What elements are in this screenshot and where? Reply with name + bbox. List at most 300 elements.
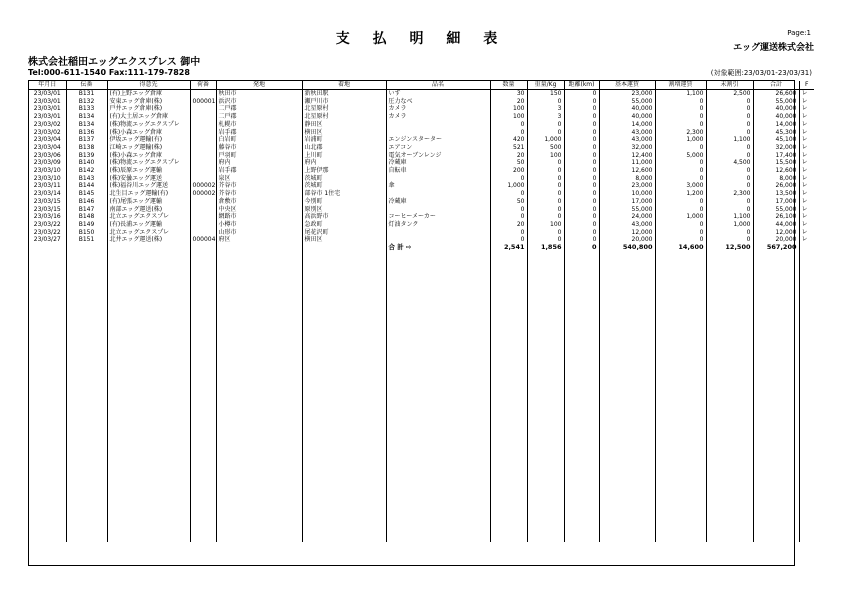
cell-cargo-no xyxy=(190,213,216,221)
total-cell-destination xyxy=(302,244,386,252)
cell-destination: 上川町 xyxy=(302,152,386,160)
table-row xyxy=(29,90,814,98)
cell-customer: 北立エッグエクスプレ xyxy=(107,213,190,221)
cell-flag: レ xyxy=(799,159,814,167)
total-cell-flag xyxy=(799,244,814,252)
cell-flag: レ xyxy=(799,90,814,98)
table-row xyxy=(29,221,814,229)
cell-customer: (株)小森エッグ倉庫 xyxy=(107,129,190,137)
col-header-origin: 発地 xyxy=(216,81,302,90)
cell-total: 17,400 xyxy=(753,152,799,160)
cell-surcharge: 0 xyxy=(655,229,706,237)
blank-cell xyxy=(107,252,190,542)
cell-origin: 岩手郡 xyxy=(216,129,302,137)
cell-origin: 白岩町 xyxy=(216,136,302,144)
cell-origin: 芥谷市 xyxy=(216,190,302,198)
cell-destination: 北星原村 xyxy=(302,113,386,121)
cell-slip: B144 xyxy=(66,182,107,190)
total-cell-surcharge: 14,600 xyxy=(655,244,706,252)
cell-flag: レ xyxy=(799,213,814,221)
cell-item: エアコン xyxy=(386,144,490,152)
cell-weight: 0 xyxy=(527,121,564,129)
cell-weight: 500 xyxy=(527,144,564,152)
cell-cargo-no xyxy=(190,198,216,206)
cell-distance: 0 xyxy=(564,121,599,129)
cell-item xyxy=(386,229,490,237)
cell-slip: B139 xyxy=(66,152,107,160)
col-header-surcharge: 割増運賃 xyxy=(655,81,706,90)
cell-total: 13,500 xyxy=(753,190,799,198)
cell-destination: 尾花沢町 xyxy=(302,229,386,237)
cell-cargo-no xyxy=(190,136,216,144)
cell-slip: B136 xyxy=(66,129,107,137)
cell-date: 23/03/15 xyxy=(33,197,61,205)
cell-customer: 南部エッグ運送(株) xyxy=(107,206,190,214)
cell-basic-fare: 23,000 xyxy=(599,90,655,98)
cell-slip: B146 xyxy=(66,198,107,206)
col-header-weight: 重量/Kg xyxy=(527,81,564,90)
cell-total: 12,000 xyxy=(753,229,799,237)
cell-slip: B138 xyxy=(66,144,107,152)
blank-cell xyxy=(216,252,302,542)
cell-date: 23/03/22 xyxy=(33,228,61,236)
table-row xyxy=(29,167,814,175)
cell-surcharge: 0 xyxy=(655,159,706,167)
cell-customer: 北立エッグエクスプレ xyxy=(107,229,190,237)
total-cell-date xyxy=(29,244,66,252)
cell-total: 26,100 xyxy=(753,213,799,221)
cell-flag: レ xyxy=(799,167,814,175)
cell-cargo-no xyxy=(190,175,216,183)
cell-origin: 府区 xyxy=(216,236,302,244)
cell-surcharge: 1,000 xyxy=(655,136,706,144)
cell-surcharge: 0 xyxy=(655,175,706,183)
cell-discount: 0 xyxy=(706,182,753,190)
cell-basic-fare: 43,000 xyxy=(599,221,655,229)
cell-surcharge: 0 xyxy=(655,198,706,206)
blank-cell xyxy=(490,252,527,542)
cell-cargo-no xyxy=(190,121,216,129)
cell-quantity: 0 xyxy=(490,129,527,137)
table-row xyxy=(29,182,814,190)
cell-item: 自転車 xyxy=(386,167,490,175)
cell-total: 55,000 xyxy=(753,98,799,106)
cell-customer: (株)安曇エッグ運送 xyxy=(107,175,190,183)
cell-item xyxy=(386,175,490,183)
cell-discount: 0 xyxy=(706,105,753,113)
cell-origin: 山形市 xyxy=(216,229,302,237)
cell-origin: 泉区 xyxy=(216,175,302,183)
cell-slip: B151 xyxy=(66,236,107,244)
blank-cell xyxy=(66,252,107,542)
cell-basic-fare: 55,000 xyxy=(599,98,655,106)
cell-date: 23/03/10 xyxy=(33,167,61,175)
cell-discount: 0 xyxy=(706,113,753,121)
cell-origin: 札幌市 xyxy=(216,121,302,129)
cell-discount: 4,500 xyxy=(706,159,753,167)
total-cell-slip xyxy=(66,244,107,252)
cell-total: 45,300 xyxy=(753,129,799,137)
cell-distance: 0 xyxy=(564,105,599,113)
cell-total: 8,000 xyxy=(753,175,799,183)
cell-flag: レ xyxy=(799,136,814,144)
issuer-company: 株式会社稲田エッグエクスプレス 御中 xyxy=(28,57,201,68)
cell-distance: 0 xyxy=(564,98,599,106)
table-row xyxy=(29,159,814,167)
cell-customer: (株)物流エッグエクスプレ xyxy=(107,121,190,129)
cell-basic-fare: 40,000 xyxy=(599,105,655,113)
cell-distance: 0 xyxy=(564,113,599,121)
table-row xyxy=(29,144,814,152)
blank-cell xyxy=(799,252,814,542)
total-cell-quantity: 2,541 xyxy=(490,244,527,252)
cell-item: カメラ xyxy=(386,105,490,113)
cell-weight: 150 xyxy=(527,90,564,98)
cell-item xyxy=(386,121,490,129)
cell-origin: 二戸郡 xyxy=(216,113,302,121)
cell-slip: B149 xyxy=(66,221,107,229)
cell-customer: 戸井エッグ倉庫(株) xyxy=(107,105,190,113)
cell-slip: B140 xyxy=(66,159,107,167)
cell-flag: レ xyxy=(799,152,814,160)
target-period: (対象範囲:23/03/01-23/03/31) xyxy=(710,69,812,77)
cell-distance: 0 xyxy=(564,213,599,221)
cell-quantity: 0 xyxy=(490,236,527,244)
cell-customer: 安東エッグ倉庫(株) xyxy=(107,98,190,106)
cell-total: 40,000 xyxy=(753,105,799,113)
cell-destination: 横田区 xyxy=(302,236,386,244)
cell-total: 26,000 xyxy=(753,182,799,190)
total-cell-discount: 12,500 xyxy=(706,244,753,252)
cell-quantity: 0 xyxy=(490,206,527,214)
total-cell-cargo-no xyxy=(190,244,216,252)
cell-total: 44,000 xyxy=(753,221,799,229)
cell-date: 23/03/14 xyxy=(33,190,61,198)
cell-quantity: 20 xyxy=(490,152,527,160)
cell-surcharge: 0 xyxy=(655,98,706,106)
cell-total: 40,000 xyxy=(753,113,799,121)
cell-distance: 0 xyxy=(564,182,599,190)
cell-cargo-no: 000001 xyxy=(190,98,216,106)
cell-customer: (有)上野エッグ倉庫 xyxy=(107,90,190,98)
cell-basic-fare: 11,000 xyxy=(599,159,655,167)
cell-destination: 岩浦町 xyxy=(302,136,386,144)
col-header-flag: F xyxy=(799,81,814,90)
blank-cell xyxy=(302,252,386,542)
col-header-distance: 距離(km) xyxy=(564,81,599,90)
cell-origin: 戸羽町 xyxy=(216,152,302,160)
cell-customer: (有)長浦エッグ運輸 xyxy=(107,221,190,229)
cell-basic-fare: 20,000 xyxy=(599,236,655,244)
cell-basic-fare: 32,000 xyxy=(599,144,655,152)
cell-distance: 0 xyxy=(564,167,599,175)
cell-basic-fare: 43,000 xyxy=(599,136,655,144)
cell-distance: 0 xyxy=(564,152,599,160)
cell-origin: 倉敷市 xyxy=(216,198,302,206)
cell-origin: 小樽市 xyxy=(216,221,302,229)
cell-discount: 1,100 xyxy=(706,213,753,221)
cell-date: 23/03/22 xyxy=(33,220,61,228)
cell-slip: B137 xyxy=(66,136,107,144)
table-body xyxy=(29,90,814,542)
cell-flag: レ xyxy=(799,175,814,183)
cell-flag: レ xyxy=(799,105,814,113)
cell-origin: 網路市 xyxy=(216,213,302,221)
cell-flag: レ xyxy=(799,121,814,129)
table-row xyxy=(29,136,814,144)
cell-surcharge: 0 xyxy=(655,221,706,229)
cell-item: コーヒーメーカー xyxy=(386,213,490,221)
table-row xyxy=(29,190,814,198)
col-header-slip: 伝番 xyxy=(66,81,107,90)
cell-flag: レ xyxy=(799,129,814,137)
blank-cell xyxy=(753,252,799,542)
cell-slip: B134 xyxy=(66,121,107,129)
cell-quantity: 20 xyxy=(490,221,527,229)
cell-origin: 浜沢市 xyxy=(216,98,302,106)
cell-cargo-no xyxy=(190,229,216,237)
table-row xyxy=(29,105,814,113)
cell-surcharge: 5,000 xyxy=(655,152,706,160)
cell-destination: 茨城町 xyxy=(302,182,386,190)
cell-surcharge: 0 xyxy=(655,167,706,175)
document-title: 支 払 明 細 表 xyxy=(335,31,507,47)
cell-destination: 北星原村 xyxy=(302,105,386,113)
cell-destination: 山北郡 xyxy=(302,144,386,152)
blank-cell xyxy=(655,252,706,542)
cell-weight: 0 xyxy=(527,129,564,137)
cell-flag: レ xyxy=(799,229,814,237)
cell-total: 55,000 xyxy=(753,206,799,214)
cell-quantity: 0 xyxy=(490,229,527,237)
cell-quantity: 100 xyxy=(490,105,527,113)
cell-destination: 新秋田駅 xyxy=(302,90,386,98)
cell-date: 23/03/11 xyxy=(33,182,61,190)
cell-date: 23/03/04 xyxy=(33,136,61,144)
cell-date: 23/03/04 xyxy=(33,143,61,151)
cell-distance: 0 xyxy=(564,144,599,152)
cell-slip: B142 xyxy=(66,167,107,175)
cell-date: 23/03/16 xyxy=(33,213,61,221)
cell-discount: 0 xyxy=(706,121,753,129)
statement-table xyxy=(29,81,814,542)
cell-cargo-no xyxy=(190,159,216,167)
cell-basic-fare: 8,000 xyxy=(599,175,655,183)
cell-total: 20,000 xyxy=(753,236,799,244)
cell-total: 32,000 xyxy=(753,144,799,152)
cell-customer: (株)物流エッグエクスプレ xyxy=(107,159,190,167)
cell-origin: 藤谷市 xyxy=(216,144,302,152)
cell-weight: 0 xyxy=(527,198,564,206)
cell-weight: 0 xyxy=(527,190,564,198)
cell-destination: 高浜野市 xyxy=(302,213,386,221)
cell-item: エンジンスターター xyxy=(386,136,490,144)
cell-origin: 秋田市 xyxy=(216,90,302,98)
cell-discount: 0 xyxy=(706,98,753,106)
cell-discount: 1,100 xyxy=(706,136,753,144)
cell-item xyxy=(386,190,490,198)
cell-weight: 0 xyxy=(527,229,564,237)
statement-table-frame xyxy=(28,80,809,566)
col-header-total: 合計 xyxy=(753,81,799,90)
cell-distance: 0 xyxy=(564,206,599,214)
cell-cargo-no xyxy=(190,129,216,137)
cell-destination: 静田区 xyxy=(302,121,386,129)
cell-customer: 北井エッグ運送(株) xyxy=(107,236,190,244)
cell-slip: B133 xyxy=(66,105,107,113)
total-row xyxy=(29,244,814,252)
col-header-date: 年月日 xyxy=(29,81,66,90)
cell-origin: 二戸郡 xyxy=(216,105,302,113)
cell-date: 23/03/15 xyxy=(33,205,61,213)
cell-destination: 今別町 xyxy=(302,198,386,206)
cell-cargo-no: 000002 xyxy=(190,190,216,198)
cell-destination: 部谷市 1住宅 xyxy=(302,190,386,198)
cell-weight: 1,000 xyxy=(527,136,564,144)
cell-distance: 0 xyxy=(564,198,599,206)
cell-destination: 府内 xyxy=(302,159,386,167)
col-header-destination: 着地 xyxy=(302,81,386,90)
cell-total: 26,600 xyxy=(753,90,799,98)
cell-slip: B132 xyxy=(66,98,107,106)
cell-basic-fare: 12,600 xyxy=(599,167,655,175)
blank-cell xyxy=(386,252,490,542)
cell-weight: 0 xyxy=(527,167,564,175)
page-number: Page:1 xyxy=(787,29,811,37)
cell-discount: 0 xyxy=(706,129,753,137)
cell-flag: レ xyxy=(799,190,814,198)
cell-origin: 中央区 xyxy=(216,206,302,214)
cell-item: 傘 xyxy=(386,182,490,190)
cell-customer: (有)大土居エッグ倉庫 xyxy=(107,113,190,121)
blank-cell xyxy=(190,252,216,542)
blank-cell xyxy=(599,252,655,542)
total-cell-weight: 1,856 xyxy=(527,244,564,252)
cell-date: 23/03/01 xyxy=(33,97,61,105)
table-header-row xyxy=(29,81,814,90)
cell-customer: (有)尾張エッグ運輸 xyxy=(107,198,190,206)
blank-cell xyxy=(527,252,564,542)
cell-basic-fare: 43,000 xyxy=(599,129,655,137)
contact-info: Tel:000-611-1540 Fax:111-179-7828 xyxy=(28,68,190,77)
cell-slip: B148 xyxy=(66,213,107,221)
cell-slip: B150 xyxy=(66,229,107,237)
cell-distance: 0 xyxy=(564,175,599,183)
table-row xyxy=(29,213,814,221)
cell-cargo-no: 000004 xyxy=(190,236,216,244)
cell-quantity: 0 xyxy=(490,190,527,198)
col-header-item: 品名 xyxy=(386,81,490,90)
total-cell-customer xyxy=(107,244,190,252)
total-cell-distance: 0 xyxy=(564,244,599,252)
cell-cargo-no xyxy=(190,206,216,214)
cell-distance: 0 xyxy=(564,190,599,198)
total-cell-origin xyxy=(216,244,302,252)
cell-basic-fare: 17,000 xyxy=(599,198,655,206)
cell-total: 17,000 xyxy=(753,198,799,206)
cell-destination: 急政町 xyxy=(302,221,386,229)
cell-slip: B131 xyxy=(66,90,107,98)
total-cell-label: 合 計 ⇨ xyxy=(386,244,490,252)
cell-quantity: 521 xyxy=(490,144,527,152)
cell-weight: 100 xyxy=(527,221,564,229)
cell-item: 灯油タンク xyxy=(386,221,490,229)
cell-item: 電気オーブンレンジ xyxy=(386,152,490,160)
cell-surcharge: 0 xyxy=(655,206,706,214)
table-row xyxy=(29,121,814,129)
cell-surcharge: 1,200 xyxy=(655,190,706,198)
total-cell-basic-fare: 540,800 xyxy=(599,244,655,252)
cell-flag: レ xyxy=(799,98,814,106)
table-row xyxy=(29,198,814,206)
cell-distance: 0 xyxy=(564,221,599,229)
col-header-customer: 得意先 xyxy=(107,81,190,90)
cell-destination: 瀬戸川市 xyxy=(302,98,386,106)
cell-item: いす xyxy=(386,90,490,98)
cell-discount: 0 xyxy=(706,229,753,237)
cell-basic-fare: 24,000 xyxy=(599,213,655,221)
cell-date: 23/03/27 xyxy=(33,236,61,244)
cell-quantity: 0 xyxy=(490,121,527,129)
cell-total: 15,500 xyxy=(753,159,799,167)
cell-total: 12,600 xyxy=(753,167,799,175)
cell-customer: (株)小森エッグ倉庫 xyxy=(107,152,190,160)
cell-surcharge: 1,100 xyxy=(655,90,706,98)
cell-date: 23/03/02 xyxy=(33,128,61,136)
cell-flag: レ xyxy=(799,236,814,244)
cell-discount: 2,300 xyxy=(706,190,753,198)
cell-basic-fare: 12,400 xyxy=(599,152,655,160)
cell-slip: B147 xyxy=(66,206,107,214)
cell-surcharge: 0 xyxy=(655,105,706,113)
cell-date: 23/03/01 xyxy=(33,90,61,97)
cell-weight: 3 xyxy=(527,105,564,113)
cell-weight: 0 xyxy=(527,98,564,106)
cell-weight: 3 xyxy=(527,113,564,121)
cell-weight: 0 xyxy=(527,213,564,221)
cell-discount: 0 xyxy=(706,144,753,152)
cell-slip: B145 xyxy=(66,190,107,198)
cell-weight: 0 xyxy=(527,236,564,244)
cell-destination: 原別区 xyxy=(302,206,386,214)
cell-date: 23/03/01 xyxy=(33,105,61,113)
table-row xyxy=(29,113,814,121)
cell-cargo-no xyxy=(190,90,216,98)
cell-item: 冷蔵庫 xyxy=(386,159,490,167)
cell-surcharge: 1,000 xyxy=(655,213,706,221)
cell-surcharge: 0 xyxy=(655,144,706,152)
cell-quantity: 0 xyxy=(490,213,527,221)
cell-cargo-no xyxy=(190,144,216,152)
cell-item xyxy=(386,206,490,214)
cell-date: 23/03/06 xyxy=(33,151,61,159)
cell-date: 23/03/10 xyxy=(33,174,61,182)
cell-slip: B143 xyxy=(66,175,107,183)
cell-surcharge: 0 xyxy=(655,236,706,244)
col-header-basic-fare: 基本運賃 xyxy=(599,81,655,90)
recipient-company: エッグ運送株式会社 xyxy=(733,43,814,53)
cell-quantity: 0 xyxy=(490,175,527,183)
cell-quantity: 200 xyxy=(490,167,527,175)
cell-date: 23/03/09 xyxy=(33,159,61,167)
cell-cargo-no xyxy=(190,113,216,121)
cell-discount: 1,000 xyxy=(706,221,753,229)
cell-quantity: 420 xyxy=(490,136,527,144)
cell-distance: 0 xyxy=(564,236,599,244)
cell-date: 23/03/01 xyxy=(33,113,61,121)
col-header-cargo-no: 荷番 xyxy=(190,81,216,90)
cell-surcharge: 2,300 xyxy=(655,129,706,137)
